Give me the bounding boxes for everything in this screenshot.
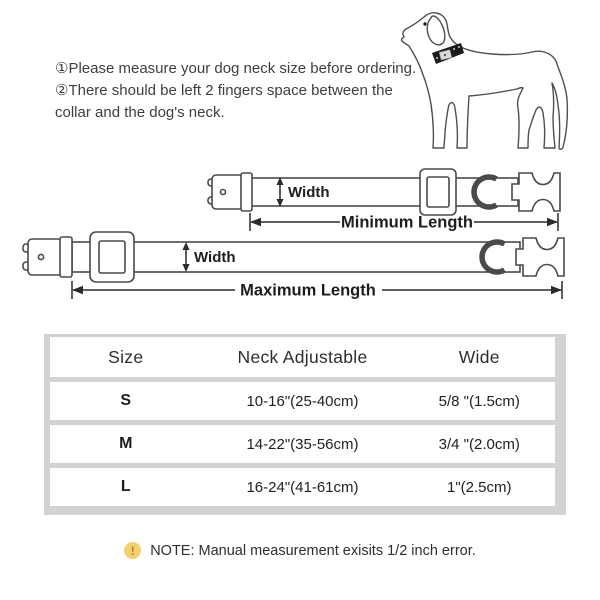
width-label-min: Width bbox=[288, 184, 330, 201]
table-row-s bbox=[50, 382, 555, 420]
size-value: M bbox=[119, 435, 133, 452]
dog-illustration bbox=[390, 0, 600, 170]
max-length-label: Maximum Length bbox=[240, 281, 376, 300]
collar-max-diagram bbox=[23, 232, 564, 300]
table-row-m bbox=[50, 425, 555, 463]
header-neck-adjustable: Neck Adjustable bbox=[237, 346, 368, 367]
note bbox=[0, 542, 600, 559]
instructions bbox=[55, 58, 416, 124]
neck-value: 10-16"(25-40cm) bbox=[246, 392, 359, 410]
wide-value: 1"(2.5cm) bbox=[446, 478, 512, 496]
collar-measure-diagram bbox=[0, 160, 600, 310]
d-ring-hole bbox=[478, 181, 500, 203]
buckle-male-icon bbox=[516, 238, 564, 276]
wide-value: 3/4 "(2.0cm) bbox=[438, 435, 520, 453]
min-length-label: Minimum Length bbox=[341, 213, 473, 232]
tri-glide-slider-icon bbox=[420, 169, 456, 215]
collar-strap bbox=[72, 242, 520, 272]
header-wide: Wide bbox=[458, 346, 500, 367]
tri-glide-slider-icon bbox=[90, 232, 134, 282]
dog-outline bbox=[402, 13, 568, 150]
instruction-line-3: collar and the dog's neck. bbox=[55, 104, 225, 121]
neck-value: 14-22"(35-56cm) bbox=[246, 435, 359, 453]
buckle-female-icon bbox=[23, 237, 72, 277]
dog-eye bbox=[423, 22, 426, 25]
table-row-l bbox=[50, 468, 555, 506]
collar-min-diagram bbox=[208, 169, 560, 232]
size-value: L bbox=[120, 478, 131, 495]
header-size: Size bbox=[108, 346, 144, 367]
neck-value: 16-24"(41-61cm) bbox=[246, 478, 359, 496]
width-label-max: Width bbox=[194, 249, 236, 266]
note-text: NOTE: Manual measurement exisits 1/2 inch error. bbox=[150, 542, 476, 559]
buckle-male-icon bbox=[512, 173, 560, 211]
table-header-row bbox=[50, 337, 555, 377]
wide-value: 5/8 "(1.5cm) bbox=[438, 392, 520, 410]
buckle-female-icon bbox=[208, 173, 252, 211]
size-table bbox=[44, 334, 566, 515]
size-value: S bbox=[120, 392, 132, 409]
instruction-line-2: ②There should be left 2 fingers space between the bbox=[55, 82, 393, 99]
d-ring-hole bbox=[486, 246, 508, 268]
exclamation-icon: ! bbox=[124, 542, 141, 559]
instruction-line-1: ①Please measure your dog neck size before ordering. bbox=[55, 60, 417, 77]
